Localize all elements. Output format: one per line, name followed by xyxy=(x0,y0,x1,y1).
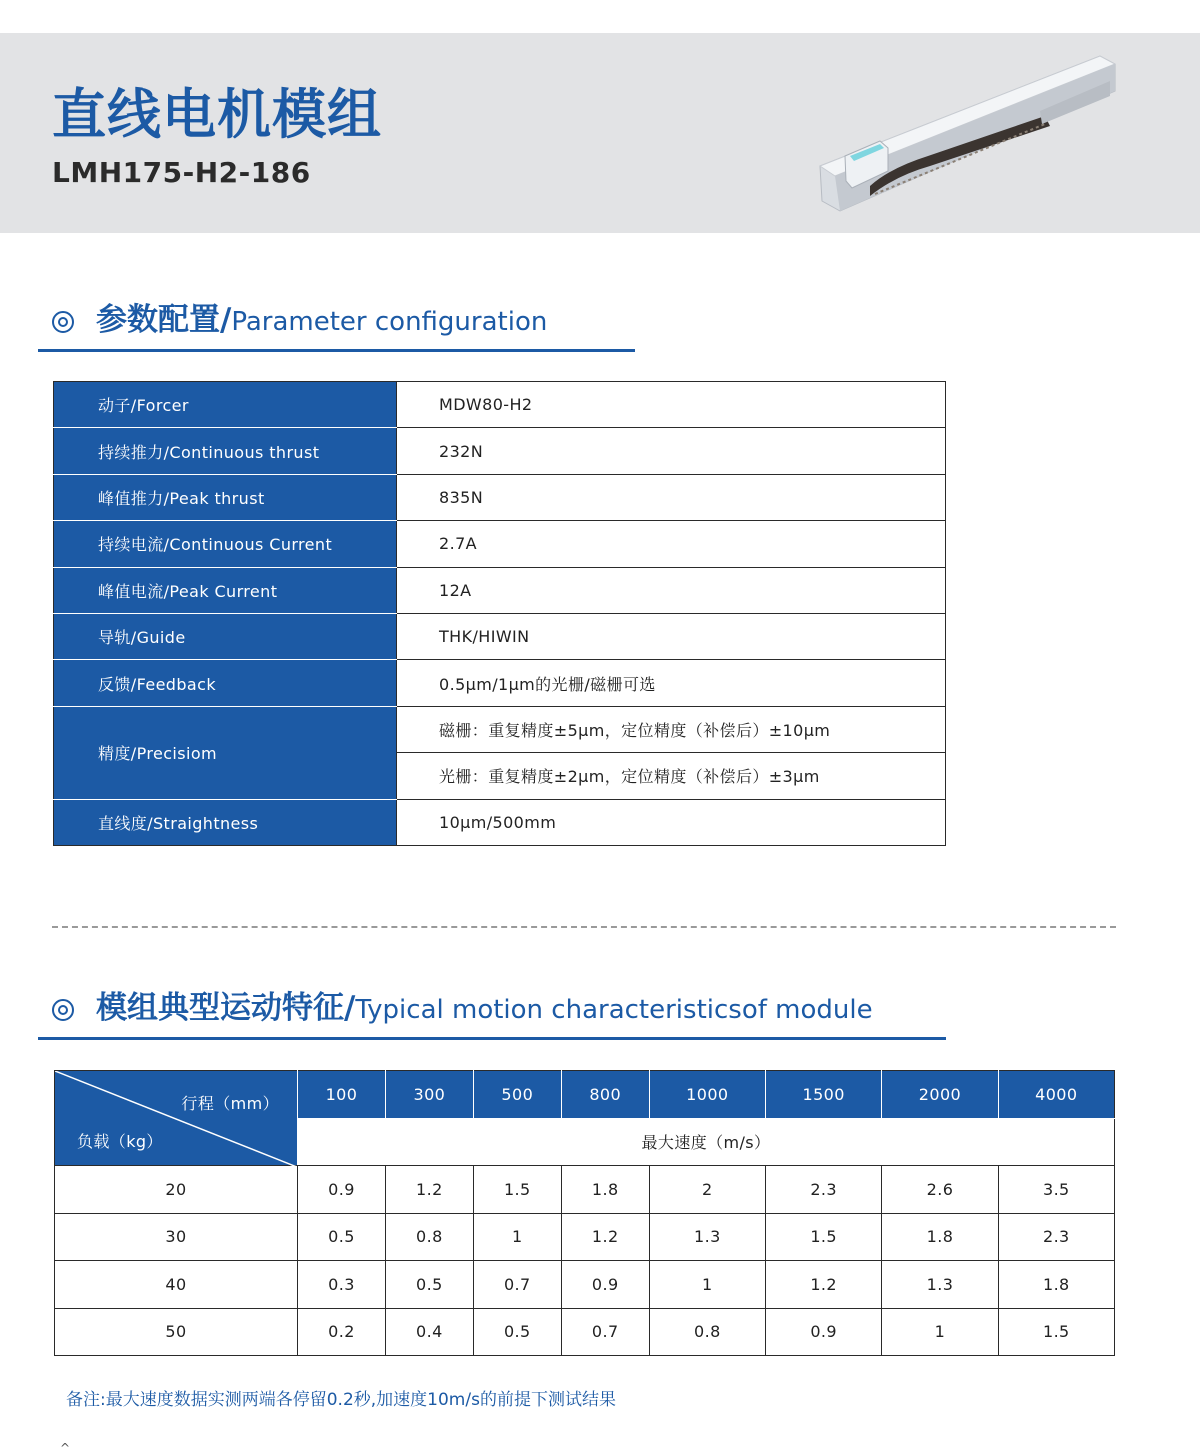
speed-cell: 1.8 xyxy=(998,1261,1114,1309)
speed-cell: 0.2 xyxy=(298,1308,386,1356)
speed-cell: 0.9 xyxy=(561,1261,649,1309)
param-key: 动子/Forcer xyxy=(54,382,397,428)
dashed-divider xyxy=(52,926,1116,928)
param-key: 直线度/Straightness xyxy=(54,799,397,845)
param-value: 835N xyxy=(397,474,946,520)
section-motion-heading xyxy=(52,982,873,1027)
param-value: MDW80-H2 xyxy=(397,382,946,428)
speed-cell: 0.7 xyxy=(473,1261,561,1309)
table-row xyxy=(55,1213,1115,1261)
speed-cell: 1.5 xyxy=(998,1308,1114,1356)
speed-cell: 0.5 xyxy=(298,1213,386,1261)
table-row xyxy=(54,706,946,752)
param-key: 持续推力/Continuous thrust xyxy=(54,428,397,474)
section-underline xyxy=(38,349,635,352)
stroke-header: 300 xyxy=(385,1071,473,1119)
table-row xyxy=(54,660,946,706)
section-slash: / xyxy=(344,990,356,1026)
section-title-en: Typical motion characteristicsof module xyxy=(355,995,873,1025)
speed-cell: 0.9 xyxy=(766,1308,882,1356)
param-key: 峰值电流/Peak Current xyxy=(54,567,397,613)
caret-mark: ^ xyxy=(60,1441,71,1455)
speed-cell: 1 xyxy=(473,1213,561,1261)
stroke-header: 100 xyxy=(298,1071,386,1119)
motion-table xyxy=(54,1070,1115,1356)
stroke-header: 1000 xyxy=(649,1071,765,1119)
speed-cell: 1.8 xyxy=(882,1213,998,1261)
speed-cell: 1.8 xyxy=(561,1166,649,1214)
speed-cell: 1.5 xyxy=(766,1213,882,1261)
load-cell: 20 xyxy=(55,1166,298,1214)
stroke-header: 1500 xyxy=(766,1071,882,1119)
speed-cell: 1.3 xyxy=(882,1261,998,1309)
param-key: 持续电流/Continuous Current xyxy=(54,521,397,567)
linear-module-image xyxy=(810,36,1130,236)
speed-cell: 0.9 xyxy=(298,1166,386,1214)
param-value: THK/HIWIN xyxy=(397,613,946,659)
param-key: 峰值推力/Peak thrust xyxy=(54,474,397,520)
param-key: 精度/Precisiom xyxy=(54,706,397,799)
target-icon xyxy=(52,311,74,333)
corner-header xyxy=(55,1071,298,1166)
speed-cell: 0.4 xyxy=(385,1308,473,1356)
speed-cell: 1.3 xyxy=(649,1213,765,1261)
table-row xyxy=(54,613,946,659)
param-value: 10μm/500mm xyxy=(397,799,946,845)
param-value: 光栅：重复精度±2μm，定位精度（补偿后）±3μm xyxy=(397,753,946,799)
diagonal-line xyxy=(55,1071,297,1167)
target-icon xyxy=(52,999,74,1021)
speed-cell: 0.3 xyxy=(298,1261,386,1309)
table-row xyxy=(55,1166,1115,1214)
load-cell: 30 xyxy=(55,1213,298,1261)
param-value: 12A xyxy=(397,567,946,613)
table-row xyxy=(54,382,946,428)
table-row xyxy=(55,1308,1115,1356)
stroke-header: 2000 xyxy=(882,1071,998,1119)
stroke-header: 500 xyxy=(473,1071,561,1119)
param-value: 2.7A xyxy=(397,521,946,567)
speed-cell: 1 xyxy=(649,1261,765,1309)
speed-cell: 2.3 xyxy=(998,1213,1114,1261)
speed-cell: 1.2 xyxy=(561,1213,649,1261)
section-title-zh: 参数配置 xyxy=(96,302,220,338)
section-slash: / xyxy=(220,302,232,338)
section-underline xyxy=(38,1037,946,1040)
param-key: 导轨/Guide xyxy=(54,613,397,659)
parameter-table xyxy=(53,381,946,846)
load-cell: 50 xyxy=(55,1308,298,1356)
stroke-header: 4000 xyxy=(998,1071,1114,1119)
table-header-row xyxy=(55,1071,1115,1119)
model-number: LMH175-H2-186 xyxy=(52,156,311,189)
section-parameter-heading xyxy=(52,294,547,339)
stroke-header: 800 xyxy=(561,1071,649,1119)
table-row xyxy=(54,474,946,520)
speed-cell: 2.6 xyxy=(882,1166,998,1214)
table-row xyxy=(54,428,946,474)
speed-cell: 2 xyxy=(649,1166,765,1214)
speed-cell: 0.7 xyxy=(561,1308,649,1356)
speed-cell: 2.3 xyxy=(766,1166,882,1214)
section-title-en: Parameter configuration xyxy=(231,307,548,337)
param-value: 232N xyxy=(397,428,946,474)
speed-cell: 0.8 xyxy=(649,1308,765,1356)
load-cell: 40 xyxy=(55,1261,298,1309)
speed-cell: 1 xyxy=(882,1308,998,1356)
table-row xyxy=(54,799,946,845)
speed-cell: 1.2 xyxy=(766,1261,882,1309)
stroke-label: 行程（mm） xyxy=(181,1094,279,1113)
param-key: 反馈/Feedback xyxy=(54,660,397,706)
speed-label: 最大速度（m/s） xyxy=(298,1118,1115,1166)
speed-cell: 0.5 xyxy=(385,1261,473,1309)
speed-cell: 3.5 xyxy=(998,1166,1114,1214)
page-title: 直线电机模组 xyxy=(52,83,382,146)
speed-cell: 0.5 xyxy=(473,1308,561,1356)
footnote: 备注:最大速度数据实测两端各停留0.2秒,加速度10m/s的前提下测试结果 xyxy=(66,1390,616,1410)
param-value: 0.5μm/1μm的光栅/磁栅可选 xyxy=(397,660,946,706)
speed-cell: 0.8 xyxy=(385,1213,473,1261)
param-value: 磁栅：重复精度±5μm，定位精度（补偿后）±10μm xyxy=(397,706,946,752)
speed-cell: 1.2 xyxy=(385,1166,473,1214)
table-row xyxy=(54,567,946,613)
load-label: 负载（kg） xyxy=(77,1132,163,1151)
table-row xyxy=(55,1261,1115,1309)
table-row xyxy=(54,521,946,567)
speed-cell: 1.5 xyxy=(473,1166,561,1214)
section-title-zh: 模组典型运动特征 xyxy=(96,990,344,1026)
